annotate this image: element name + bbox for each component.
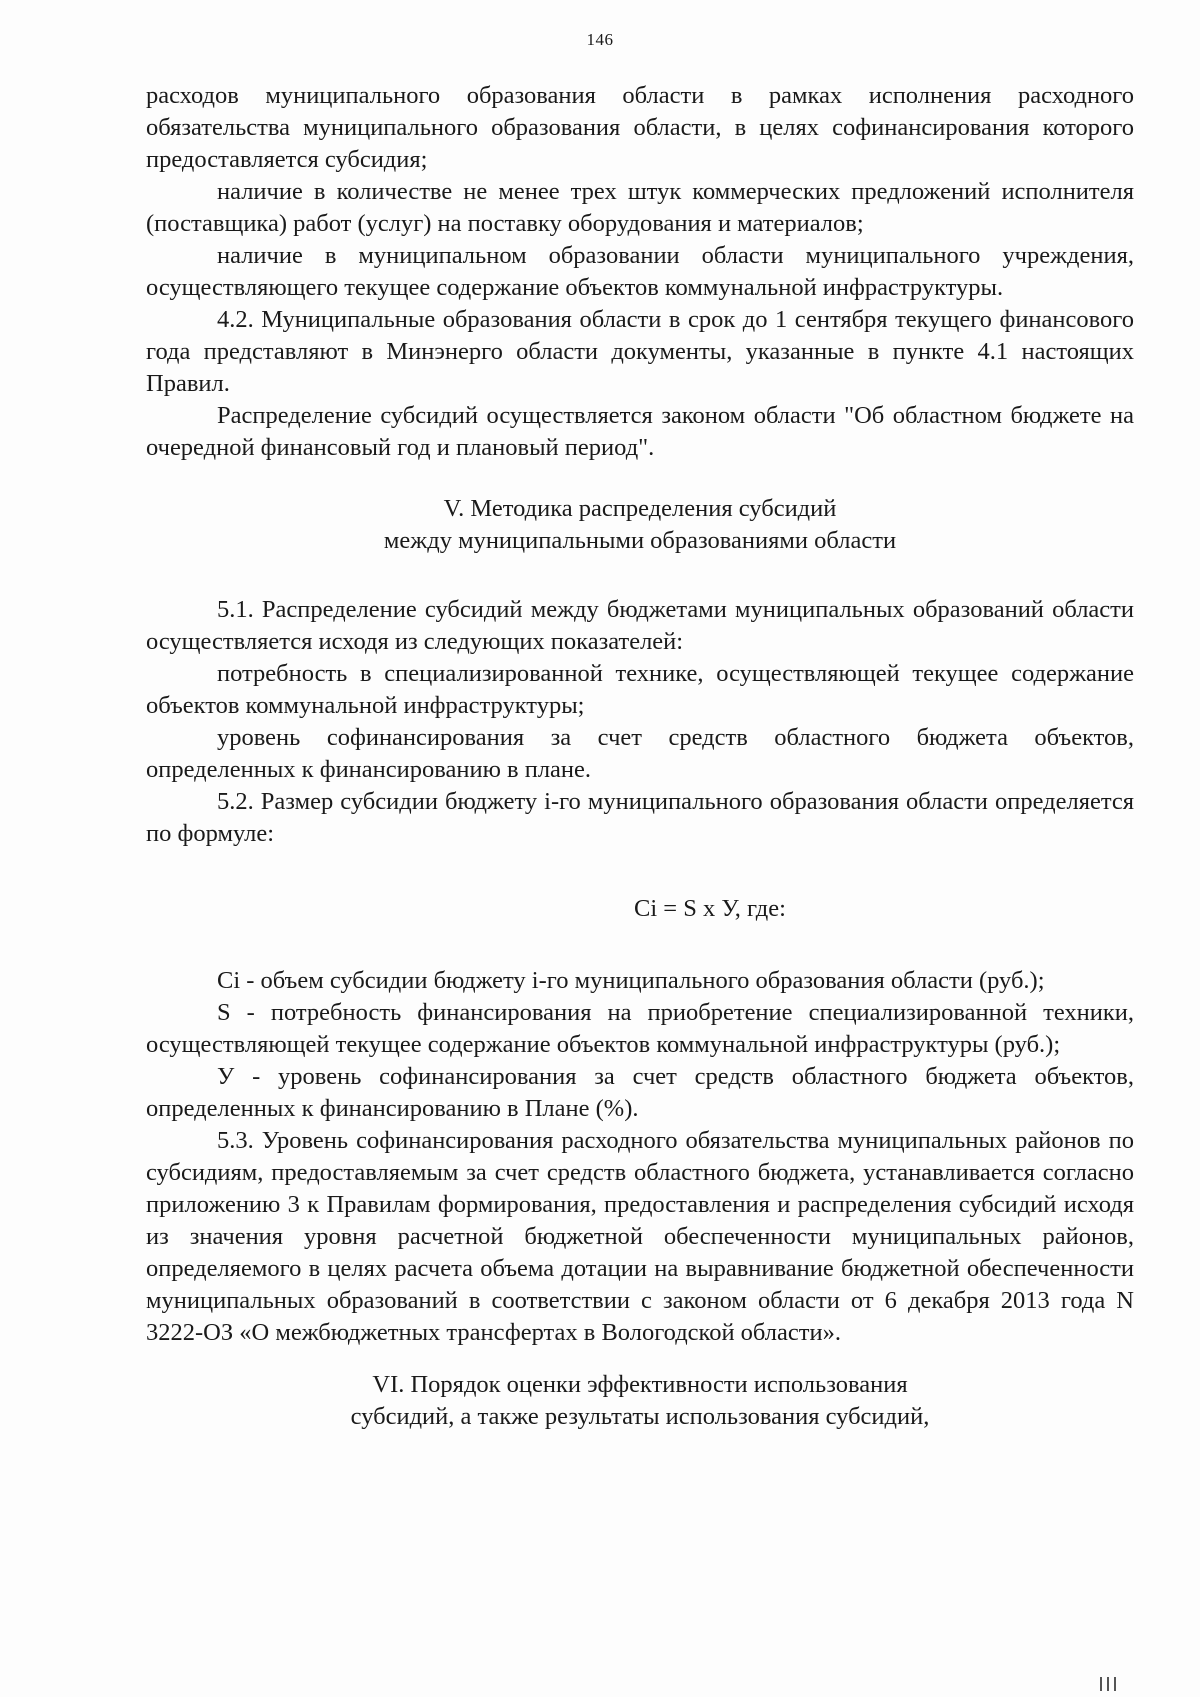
scan-mark-stroke [1114, 1677, 1116, 1691]
paragraph-p1: расходов муниципального образования области в рамках исполнения расходного обязательства муниципального образования области, в целях софинансирования которого предоставляется субсидия; [146, 82, 1134, 173]
scan-artifact-marks [1100, 1677, 1140, 1691]
scan-mark-stroke [1107, 1677, 1109, 1691]
paragraph-p10: Ci - объем субсидии бюджету i-го муниципального образования области (руб.); [217, 967, 1045, 994]
section-vi-heading-line2: субсидий, а также результаты использования субсидий, [350, 1403, 930, 1430]
paragraph-p2: наличие в количестве не менее трех штук коммерческих предложений исполнителя (поставщика) работ (услуг) на поставку оборудования и материалов; [146, 178, 1134, 237]
paragraph-p12: У - уровень софинансирования за счет средств областного бюджета объектов, определенных к финансированию в Плане (%). [146, 1063, 1134, 1122]
paragraph-p6: 5.1. Распределение субсидий между бюджетами муниципальных образований области осуществляется исходя из следующих показателей: [146, 596, 1134, 655]
document-body [146, 80, 1134, 1433]
section-vi-heading [146, 1369, 1134, 1433]
paragraph-p3: наличие в муниципальном образовании области муниципального учреждения, осуществляющего текущее содержание объектов коммунальной инфраструктуры. [146, 242, 1134, 301]
paragraph-p13: 5.3. Уровень софинансирования расходного обязательства муниципальных районов по субсидиям, предоставляемым за счет средств областного бюджета, устанавливается согласно приложению 3 к Правилам формирования, предоставления и распределения субсидий исходя из значения уровня расчетной бюджетной обеспеченности муниципальных районов, определяемого в целях расчета объема дотации на выравнивание бюджетной обеспеченности муниципальных образований в соответствии с законом области от 6 декабря 2013 года N 3222-ОЗ «О межбюджетных трансфертах в Вологодской области». [146, 1127, 1134, 1346]
paragraph-p7: потребность в специализированной технике, осуществляющей текущее содержание объектов коммунальной инфраструктуры; [146, 660, 1134, 719]
page-number: 146 [586, 30, 614, 49]
scan-mark-stroke [1100, 1677, 1102, 1691]
paragraph-p11: S - потребность финансирования на приобретение специализированной техники, осуществляющей текущее содержание объектов коммунальной инфраструктуры (руб.); [146, 999, 1134, 1058]
formula: Ci = S x У, где: [634, 895, 786, 922]
paragraph-p4: 4.2. Муниципальные образования области в срок до 1 сентября текущего финансового года представляют в Минэнерго области документы, указанные в пункте 4.1 настоящих Правил. [146, 306, 1134, 397]
section-v-heading [146, 493, 1134, 557]
section-v-heading-line1: V. Методика распределения субсидий [443, 495, 837, 522]
section-vi-heading-line1: VI. Порядок оценки эффективности использования [372, 1371, 908, 1398]
paragraph-p8: уровень софинансирования за счет средств областного бюджета объектов, определенных к финансированию в плане. [146, 724, 1134, 783]
paragraph-p5: Распределение субсидий осуществляется законом области "Об областном бюджете на очередной финансовый год и плановый период". [146, 402, 1134, 461]
section-v-heading-line2: между муниципальными образованиями области [383, 527, 897, 554]
paragraph-p9: 5.2. Размер субсидии бюджету i-го муниципального образования области определяется по формуле: [146, 788, 1134, 847]
